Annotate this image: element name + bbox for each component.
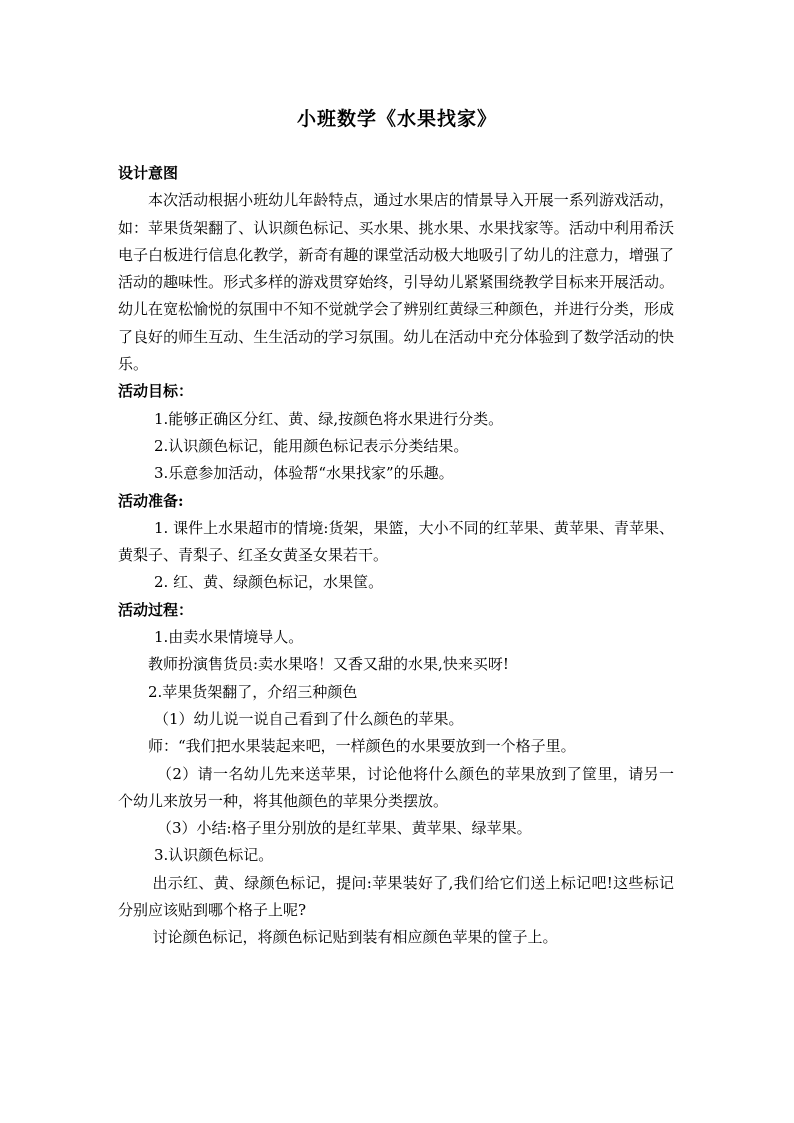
document-body <box>118 160 674 952</box>
design-intent-paragraph: 本次活动根据小班幼儿年龄特点，通过水果店的情景导入开展一系列游戏活动，如：苹果货架翻了、认识颜色标记、买水果、挑水果、水果找家等。活动中利用希沃电子白板进行信息化教学，新奇有趣的课堂活动极大地吸引了幼儿的注意力，增强了活动的趣味性。形式多样的游戏贯穿始终，引导幼儿紧紧围绕教学目标来开展活动。幼儿在宽松愉悦的氛围中不知不觉就学会了辨别红黄绿三种颜色，并进行分类，形成了良好的师生互动、生生活动的学习氛围。幼儿在活动中充分体验到了数学活动的快乐。 <box>118 191 674 374</box>
process-step-3: 3.认识颜色标记。 <box>154 846 274 865</box>
process-step-3-text-1: 出示红、黄、绿颜色标记，提问:苹果装好了,我们给它们送上标记吧!这些标记分别应该贴到哪个格子上呢? <box>118 873 674 920</box>
process-step-1: 1.由卖水果情境导人。 <box>154 628 304 647</box>
process-step-2-sub-3: （3）小结:格子里分别放的是红苹果、黄苹果、绿苹果。 <box>157 819 532 838</box>
process-step-2-teacher: 师：“我们把水果装起来吧，一样颜色的水果要放到一个格子里。 <box>148 737 576 756</box>
goals-heading: 活动目标： <box>118 382 194 401</box>
preparation-heading: 活动准备: <box>118 491 184 510</box>
preparation-item-1: 1. 课件上水果超市的情境:货架，果篮，大小不同的红苹果、黄苹果、青苹果、黄梨子、青梨子、红圣女黄圣女果若干。 <box>118 518 674 565</box>
process-step-2: 2.苹果货架翻了，介绍三种颜色 <box>148 682 358 701</box>
process-step-3-text-2: 讨论颜色标记，将颜色标记贴到装有相应颜色苹果的筐子上。 <box>152 928 558 947</box>
process-heading: 活动过程： <box>118 600 194 619</box>
design-intent-heading: 设计意图 <box>118 164 179 182</box>
page-title: 小班数学《水果找家》 <box>296 108 497 130</box>
goal-item-3: 3.乐意参加活动，体验帮“水果找家”的乐趣。 <box>154 464 454 483</box>
goal-item-1: 1.能够正确区分红、黄、绿,按颜色将水果进行分类。 <box>154 409 504 428</box>
process-step-1-dialog: 教师扮演售货员:卖水果咯！又香又甜的水果,快来买呀! <box>148 655 509 674</box>
goal-item-2: 2.认识颜色标记，能用颜色标记表示分类结果。 <box>154 436 469 455</box>
preparation-item-2: 2. 红、黄、绿颜色标记，水果筐。 <box>154 573 384 592</box>
process-step-2-sub-2: （2）请一名幼儿先来送苹果，讨论他将什么颜色的苹果放到了筐里，请另一个幼儿来放另一种，将其他颜色的苹果分类摆放。 <box>118 764 674 810</box>
process-step-2-sub-1: （1）幼儿说一说自己看到了什么颜色的苹果。 <box>154 709 464 728</box>
